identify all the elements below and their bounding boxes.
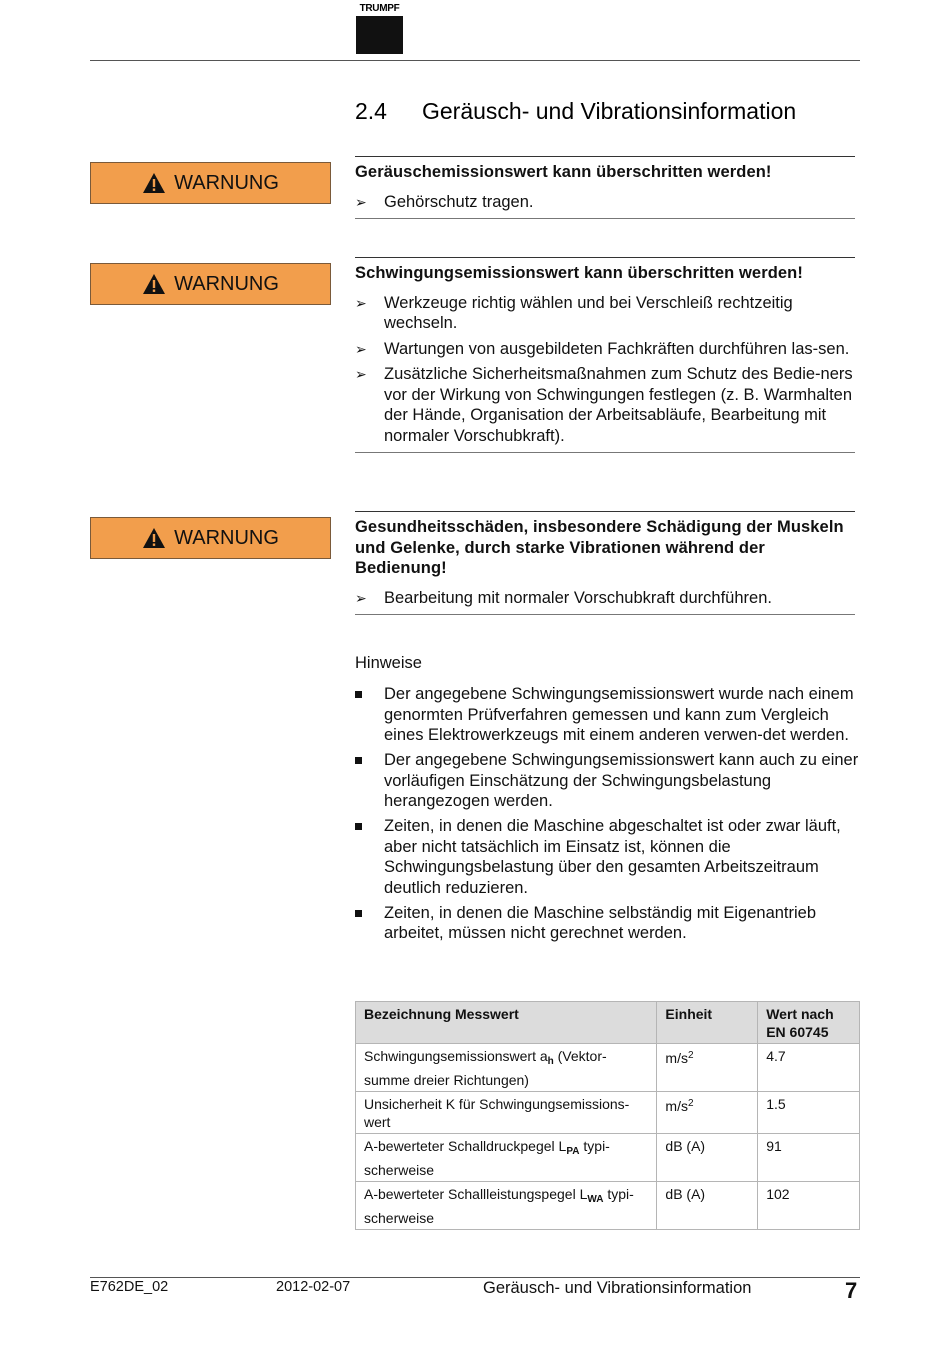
square-bullet-icon xyxy=(355,823,362,830)
warning-heading: Geräuschemissionswert kann überschritten werden! xyxy=(355,163,772,181)
measure-unit: dB (A) xyxy=(657,1182,758,1230)
measure-unit: $m/s^2$ xyxy=(657,1092,758,1134)
warning-triangle-icon xyxy=(142,527,166,549)
warning-label-1 xyxy=(90,162,331,204)
measure-label: A-bewerteter Schalldruckpegel $L_{PA}$ typi-scherweise xyxy=(356,1134,657,1182)
trumpf-logo xyxy=(356,4,403,50)
arrow-icon: ➢ xyxy=(355,340,367,357)
measure-value: 91 xyxy=(758,1134,860,1182)
notes-list xyxy=(355,684,860,948)
section-number: 2.4 xyxy=(355,98,387,124)
warning-block-3 xyxy=(355,511,855,615)
measure-value: 4.7 xyxy=(758,1044,860,1092)
arrow-icon: ➢ xyxy=(355,366,367,382)
logo-block xyxy=(356,16,403,54)
warning-triangle-icon xyxy=(142,273,166,295)
warning-label-text: WARNUNG xyxy=(174,526,279,549)
warning-triangle-icon xyxy=(142,172,166,194)
table-row xyxy=(356,1182,860,1230)
table-row xyxy=(356,1134,860,1182)
measure-unit: dB (A) xyxy=(657,1134,758,1182)
warning-heading: Gesundheitsschäden, insbesondere Schädigung der Muskeln und Gelenke, durch starke Vibrationen während der Bedienung! xyxy=(355,518,844,577)
measure-label: Schwingungsemissionswert $a_h$ (Vektor-summe dreier Richtungen) xyxy=(356,1044,657,1092)
measure-label: Unsicherheit K für Schwingungsemissions-wert xyxy=(356,1092,657,1134)
footer-rule xyxy=(90,1277,860,1278)
column-header: Bezeichnung Messwert xyxy=(356,1002,657,1044)
warning-block-1 xyxy=(355,156,855,219)
warning-label-3 xyxy=(90,517,331,559)
footer-doc-id: E762DE_02 xyxy=(90,1279,169,1295)
section-title xyxy=(355,98,796,125)
warning-heading: Schwingungsemissionswert kann überschritten werden! xyxy=(355,264,803,282)
measure-label: A-bewerteter Schallleistungspegel $L_{WA}$ typi-scherweise xyxy=(356,1182,657,1230)
footer-date: 2012-02-07 xyxy=(276,1279,351,1295)
footer-title: Geräusch- und Vibrationsinformation xyxy=(483,1279,752,1297)
action-step: ➢ Wartungen von ausgebildeten Fachkräften durchführen las-sen. xyxy=(355,339,850,358)
notes-heading: Hinweise xyxy=(355,654,422,672)
table-header-row xyxy=(356,1002,860,1044)
list-item: Zeiten, in denen die Maschine abgeschaltet ist oder zwar läuft, aber nicht tatsächlich im Einsatz ist, können die Schwingungsbelastung über den gesamten Arbeitszeitraum deutlich reduzieren. xyxy=(355,816,860,898)
page-number: 7 xyxy=(845,1278,858,1303)
arrow-icon: ➢ xyxy=(355,589,367,606)
list-item: Der angegebene Schwingungsemissionswert wurde nach einem genormten Prüfverfahren gemessen und kann zum Vergleich eines Elektrowerkzeugs mit einem anderen verwen-det werden. xyxy=(355,684,860,746)
measure-value: 102 xyxy=(758,1182,860,1230)
arrow-icon: ➢ xyxy=(355,193,367,210)
warning-block-2 xyxy=(355,257,855,453)
action-step: ➢ Bearbeitung mit normaler Vorschubkraft durchführen. xyxy=(355,588,772,607)
measure-unit: $m/s^2$ xyxy=(657,1044,758,1092)
section-title-text: Geräusch- und Vibrationsinformation xyxy=(422,98,797,124)
action-step: ➢ Zusätzliche Sicherheitsmaßnahmen zum Schutz des Bedie-ners vor der Wirkung von Schwingungen festlegen (z. B. Warmhalten der Hände, Organisation der Arbeitsabläufe, Bearbeitung mit normaler Vorschubkraft). xyxy=(355,365,853,445)
action-step: ➢ Gehörschutz tragen. xyxy=(355,192,534,211)
measurement-table xyxy=(355,1001,860,1230)
action-step: ➢ Werkzeuge richtig wählen und bei Verschleiß rechtzeitig wechseln. xyxy=(355,293,793,332)
arrow-icon: ➢ xyxy=(355,294,367,311)
warning-label-text: WARNUNG xyxy=(174,171,279,194)
column-header: Wert nach EN 60745 xyxy=(758,1002,860,1044)
table-row xyxy=(356,1092,860,1134)
list-item: Zeiten, in denen die Maschine selbständig mit Eigenantrieb arbeitet, müssen nicht gerechnet werden. xyxy=(355,903,860,944)
list-item: Der angegebene Schwingungsemissionswert kann auch zu einer vorläufigen Einschätzung der Schwingungsbelastung herangezogen werden. xyxy=(355,750,860,812)
logo-text: TRUMPF xyxy=(359,3,400,14)
square-bullet-icon xyxy=(355,757,362,764)
square-bullet-icon xyxy=(355,910,362,917)
column-header: Einheit xyxy=(657,1002,758,1044)
warning-label-text: WARNUNG xyxy=(174,272,279,295)
table-row xyxy=(356,1044,860,1092)
measure-value: 1.5 xyxy=(758,1092,860,1134)
warning-label-2 xyxy=(90,263,331,305)
square-bullet-icon xyxy=(355,691,362,698)
header-rule xyxy=(90,60,860,61)
